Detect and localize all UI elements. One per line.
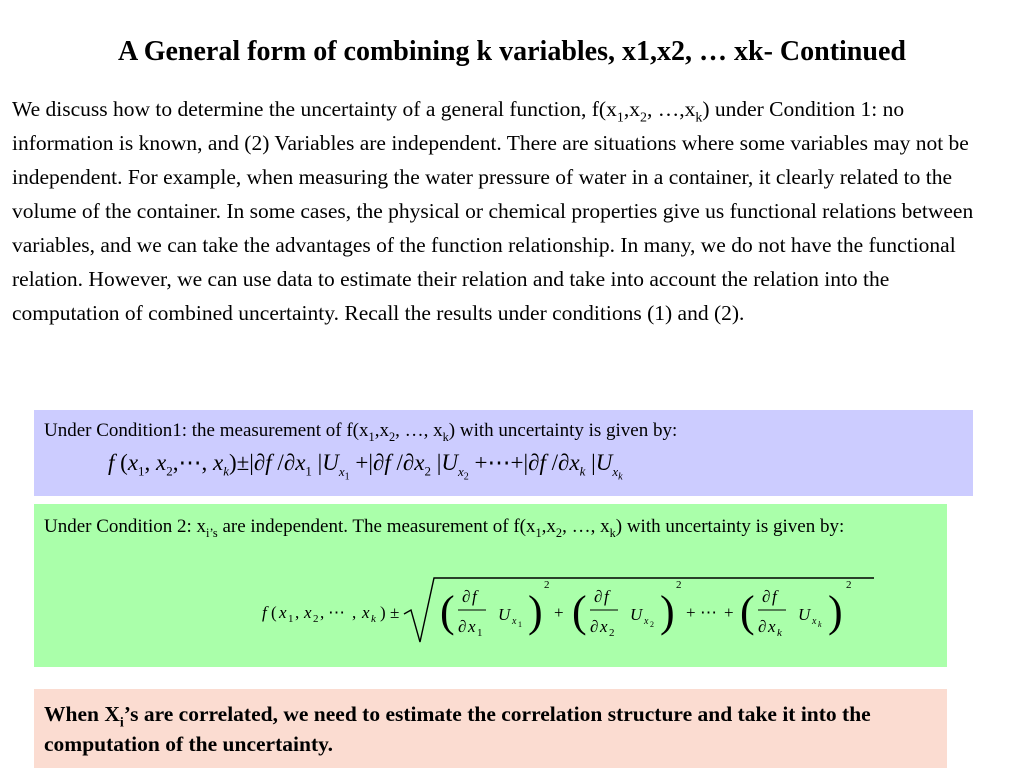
svg-text:f: f xyxy=(772,587,777,606)
correlated-note-box xyxy=(34,689,947,768)
svg-text:f: f xyxy=(472,587,477,606)
svg-text:x: x xyxy=(600,617,608,636)
svg-text:∂: ∂ xyxy=(594,587,603,606)
svg-text:∂: ∂ xyxy=(758,617,767,636)
svg-text:2: 2 xyxy=(650,620,654,629)
svg-text:f: f xyxy=(262,603,267,622)
svg-text:1: 1 xyxy=(477,627,483,639)
svg-text:1: 1 xyxy=(288,613,294,625)
svg-text:(: ( xyxy=(572,587,587,636)
svg-text:(: ( xyxy=(440,587,455,636)
condition1-text: Under Condition1: the measurement of $f(x_1,x_2$, …, $x_k$) with uncertainty is given by: xyxy=(44,420,678,444)
slide-title: A General form of combining k variables, x1,x2, … xk- Continued xyxy=(118,36,906,67)
svg-text:2: 2 xyxy=(313,613,319,625)
svg-text:±: ± xyxy=(390,603,400,622)
svg-text:2: 2 xyxy=(544,579,550,591)
svg-text:(: ( xyxy=(271,603,277,622)
svg-text:x: x xyxy=(644,616,649,627)
svg-text:x: x xyxy=(468,617,476,636)
svg-text:x: x xyxy=(304,603,312,622)
svg-text:(: ( xyxy=(740,587,755,636)
svg-text:2: 2 xyxy=(846,579,852,591)
svg-text:,: , xyxy=(352,603,357,622)
correlated-note-text: When $X_i’s$ are correlated, we need to estimate the correlation structure and take it into the computation of the uncertainty. xyxy=(44,702,871,756)
svg-text:+: + xyxy=(686,603,696,622)
svg-text:+: + xyxy=(554,603,564,622)
svg-text:x: x xyxy=(512,616,517,627)
svg-text:U: U xyxy=(498,605,511,624)
svg-text:x: x xyxy=(812,616,817,627)
svg-text:⋯: ⋯ xyxy=(328,603,345,622)
svg-text:): ) xyxy=(828,587,843,636)
intro-paragraph: We discuss how to determine the uncertainty of a general function, $f(x_1,x_2$, $\dots,x_k$) under Condition 1: no information is known, and (2) Variables are independent. There are situations where some variables may not be independent. For example, when measuring the water pressure of water in a container, it clearly related to the volume of the container. In some cases, the physical or chemical properties give us functional relations between variables, and we can take the advantages of the function relationship. In many, we do not have the functional relation. However, we can use data to estimate their relation and take into account the relation into the computation of combined uncertainty. Recall the results under conditions (1) and (2). xyxy=(12,97,974,325)
svg-text:∂: ∂ xyxy=(762,587,771,606)
svg-text:x: x xyxy=(768,617,776,636)
svg-text:): ) xyxy=(528,587,543,636)
condition1-formula: f ($x_1$, $x_2,\cdots$, $x_k)\pm|\partial f$ $/\partial x_1$ $|U_{x_1} +|\partial f$ $/\partial x_2$ $|U_{x_2}$ +⋯+|∂f $/\partial x_k$ $|U_{x_k}$ xyxy=(108,450,623,483)
svg-text:): ) xyxy=(380,603,386,622)
svg-text:x: x xyxy=(362,603,370,622)
svg-text:2: 2 xyxy=(676,579,682,591)
svg-text:k: k xyxy=(371,613,376,625)
svg-text:∂: ∂ xyxy=(590,617,599,636)
svg-text:,: , xyxy=(320,603,325,622)
svg-text:1: 1 xyxy=(518,620,522,629)
svg-text:⋯: ⋯ xyxy=(700,603,717,622)
svg-text:2: 2 xyxy=(609,627,615,639)
condition2-box xyxy=(34,504,947,667)
svg-text:x: x xyxy=(279,603,287,622)
svg-text:+: + xyxy=(724,603,734,622)
svg-text:U: U xyxy=(630,605,643,624)
condition2-text: Under Condition 2: $x_{i’s}$ are independent. The measurement of $f(x_1,x_2$, …, $x_k$) with uncertainty is given by: xyxy=(44,516,845,540)
condition2-formula xyxy=(254,574,874,654)
svg-text:): ) xyxy=(660,587,675,636)
svg-text:k: k xyxy=(777,627,782,639)
svg-text:∂: ∂ xyxy=(462,587,471,606)
svg-text:f: f xyxy=(604,587,609,606)
svg-text:∂: ∂ xyxy=(458,617,467,636)
condition1-box xyxy=(34,410,973,496)
svg-text:U: U xyxy=(798,605,811,624)
svg-text:k: k xyxy=(818,620,822,629)
svg-text:,: , xyxy=(295,603,300,622)
